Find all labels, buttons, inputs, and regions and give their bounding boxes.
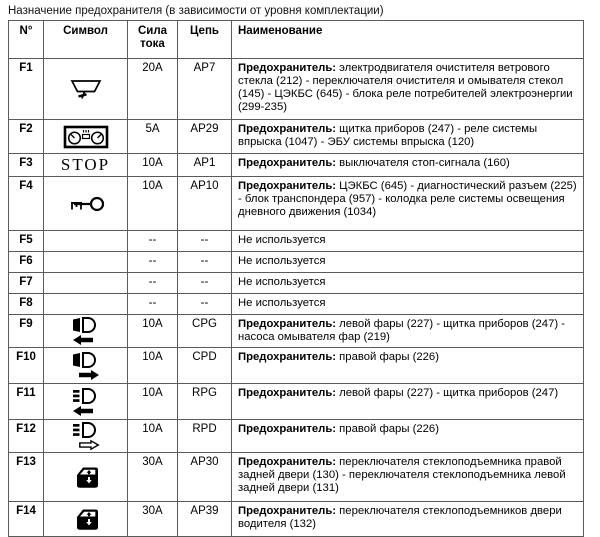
fuse-circuit: AP30 xyxy=(178,453,232,502)
fuse-circuit: CPD xyxy=(178,348,232,384)
fuse-description xyxy=(232,154,584,177)
table-row xyxy=(9,231,584,252)
fuse-current: 10A xyxy=(128,420,178,453)
col-header-number: N° xyxy=(9,21,44,59)
fuse-number: F2 xyxy=(9,120,44,154)
fuse-description-label: Предохранитель: xyxy=(238,123,337,135)
fuse-symbol-cell xyxy=(44,453,128,502)
col-header-circuit: Цепь xyxy=(178,21,232,59)
fuse-symbol-cell xyxy=(44,177,128,231)
fuse-current: 20A xyxy=(128,59,178,120)
fuse-number: F1 xyxy=(9,59,44,120)
fuse-circuit: RPD xyxy=(178,420,232,453)
fuse-symbol-cell xyxy=(44,252,128,273)
fuse-current: 10A xyxy=(128,384,178,420)
table-row xyxy=(9,384,584,420)
fuse-description-label: Предохранитель: xyxy=(238,180,337,192)
fuse-description-text: правой фары (226) xyxy=(336,351,439,363)
table-row xyxy=(9,348,584,384)
fuse-current: 10A xyxy=(128,154,178,177)
fuse-current: 10A xyxy=(128,315,178,348)
fuse-symbol-cell xyxy=(44,154,128,177)
fuse-description xyxy=(232,384,584,420)
table-row xyxy=(9,177,584,231)
fuse-description-text: электродвигателя очистителя ветрового стекла (212) - переключателя очистителя и омывателя стекол (145) - ЦЭКБС (645) - блока реле потребителей электроэнергии (299-235) xyxy=(238,62,573,113)
headlight-left-icon xyxy=(45,316,126,346)
fuse-number: F7 xyxy=(9,273,44,294)
fuse-circuit: RPG xyxy=(178,384,232,420)
fuse-number: F13 xyxy=(9,453,44,502)
fuse-number: F3 xyxy=(9,154,44,177)
fuse-current: -- xyxy=(128,294,178,315)
fuse-description-text: Не используется xyxy=(238,276,326,288)
fuse-description-text: выключателя стоп-сигнала (160) xyxy=(336,157,510,169)
fuse-number: F5 xyxy=(9,231,44,252)
fuse-description xyxy=(232,420,584,453)
parking-light-left-icon xyxy=(45,387,126,417)
fuse-symbol-cell xyxy=(44,273,128,294)
fuse-symbol-cell xyxy=(44,502,128,537)
fuse-symbol-cell xyxy=(44,59,128,120)
fuse-description-label: Предохранитель: xyxy=(238,351,337,363)
fuse-current: 30A xyxy=(128,453,178,502)
fuse-description-text: переключателя стеклоподъемников двери водителя (132) xyxy=(238,505,562,530)
table-row xyxy=(9,420,584,453)
table-row xyxy=(9,273,584,294)
fuse-circuit: CPG xyxy=(178,315,232,348)
fuse-description xyxy=(232,120,584,154)
table-row xyxy=(9,315,584,348)
fuse-description-text: правой фары (226) xyxy=(336,423,439,435)
fuse-current: -- xyxy=(128,273,178,294)
stop-symbol: STOP xyxy=(60,155,111,174)
table-row xyxy=(9,154,584,177)
fuse-current: 10A xyxy=(128,177,178,231)
fuse-symbol-cell xyxy=(44,231,128,252)
fuse-symbol-cell xyxy=(44,420,128,453)
fuse-description-label: Предохранитель: xyxy=(238,423,337,435)
fuse-description-label: Предохранитель: xyxy=(238,62,337,74)
instrument-cluster-icon xyxy=(45,125,126,149)
window-lifter-icon xyxy=(45,505,126,533)
fuse-circuit: -- xyxy=(178,231,232,252)
fuse-description xyxy=(232,231,584,252)
headlight-right-icon xyxy=(45,351,126,381)
window-lifter-icon xyxy=(45,463,126,491)
fuse-description xyxy=(232,59,584,120)
fuse-description xyxy=(232,348,584,384)
fuse-description-text: Не используется xyxy=(238,255,326,267)
fuse-number: F6 xyxy=(9,252,44,273)
fuse-description xyxy=(232,315,584,348)
table-row xyxy=(9,294,584,315)
fuse-current: 30A xyxy=(128,502,178,537)
fuse-symbol-cell xyxy=(44,315,128,348)
fuse-symbol-cell xyxy=(44,348,128,384)
fuse-description-label: Предохранитель: xyxy=(238,387,337,399)
fuse-number: F11 xyxy=(9,384,44,420)
fuse-circuit: AP1 xyxy=(178,154,232,177)
fuse-description-label: Предохранитель: xyxy=(238,157,337,169)
fuse-description-text: левой фары (227) - щитка приборов (247) - насоса омывателя фар (219) xyxy=(238,318,566,343)
fuse-symbol-cell xyxy=(44,120,128,154)
fuse-circuit: AP39 xyxy=(178,502,232,537)
fuse-description-text: Не используется xyxy=(238,234,326,246)
fuse-number: F12 xyxy=(9,420,44,453)
table-row xyxy=(9,502,584,537)
fuse-current: 10A xyxy=(128,348,178,384)
fuse-description xyxy=(232,177,584,231)
fuse-description-text: Не используется xyxy=(238,297,326,309)
fuse-description xyxy=(232,453,584,502)
parking-light-right-icon xyxy=(45,421,126,451)
fuse-description-label: Предохранитель: xyxy=(238,318,337,330)
fuse-description-text: щитка приборов (247) - реле системы впрыска (1047) - ЭБУ системы впрыска (120) xyxy=(238,123,538,148)
fuse-description xyxy=(232,273,584,294)
fuse-description xyxy=(232,294,584,315)
fuse-symbol-cell xyxy=(44,384,128,420)
col-header-current: Сила тока xyxy=(128,21,178,59)
fuse-current: -- xyxy=(128,231,178,252)
fuse-circuit: -- xyxy=(178,294,232,315)
page-title: Назначение предохранителя (в зависимости от уровня комплектации) xyxy=(8,5,384,17)
fuse-description xyxy=(232,502,584,537)
col-header-name: Наименование xyxy=(232,21,584,59)
fuse-circuit: -- xyxy=(178,273,232,294)
fuse-number: F9 xyxy=(9,315,44,348)
fuse-description-text: переключателя стеклоподъемника правой задней двери (130) - переключателя стеклоподъемника левой задней двери (131) xyxy=(238,456,566,494)
fuse-description-label: Предохранитель: xyxy=(238,456,337,468)
fuse-circuit: -- xyxy=(178,252,232,273)
fuse-circuit: AP10 xyxy=(178,177,232,231)
col-header-symbol: Символ xyxy=(44,21,128,59)
header-row xyxy=(9,21,584,59)
fuse-description xyxy=(232,252,584,273)
fuse-description-text: ЦЭКБС (645) - диагностический разъем (225) - блок транспондера (957) - колодка реле системы освещения дневного движения (1034) xyxy=(238,180,577,218)
fuse-symbol-cell xyxy=(44,294,128,315)
fuse-circuit: AP7 xyxy=(178,59,232,120)
wiper-icon xyxy=(45,78,126,101)
table-row xyxy=(9,59,584,120)
table-row xyxy=(9,120,584,154)
fuse-table xyxy=(8,20,584,537)
fuse-number: F8 xyxy=(9,294,44,315)
fuse-circuit: AP29 xyxy=(178,120,232,154)
fuse-description-label: Предохранитель: xyxy=(238,505,337,517)
fuse-number: F14 xyxy=(9,502,44,537)
fuse-number: F4 xyxy=(9,177,44,231)
fuse-description-text: левой фары (227) - щитка приборов (247) xyxy=(336,387,559,399)
fuse-current: 5A xyxy=(128,120,178,154)
key-icon xyxy=(45,194,126,214)
table-row xyxy=(9,453,584,502)
fuse-current: -- xyxy=(128,252,178,273)
table-row xyxy=(9,252,584,273)
fuse-number: F10 xyxy=(9,348,44,384)
